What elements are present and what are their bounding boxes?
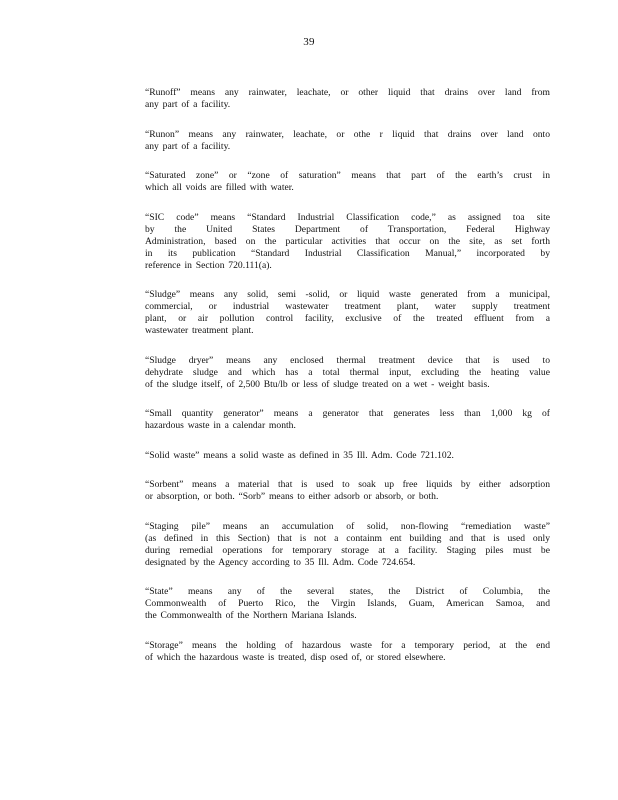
definition-runoff <box>145 87 550 111</box>
definition-sorbent <box>145 479 550 503</box>
definition-line: Administration, based on the particular activities that occur on the site, as set forth <box>145 235 550 247</box>
definition-sludge <box>145 289 550 337</box>
definition-line: “State” means any of the several states, the District of Columbia, the <box>145 586 550 597</box>
definition-line: “Storage” means the holding of hazardous waste for a temporary period, at the end <box>145 639 550 651</box>
definition-state <box>145 586 550 622</box>
definition-line: “Sludge” means any solid, semi -solid, or liquid waste generated from a municipal, <box>145 289 550 300</box>
definition-line: of the sludge itself, of 2,500 Btu/lb or less of sludge treated on a wet - weight basis. <box>145 378 490 390</box>
definition-line: “Runon” means any rainwater, leachate, or othe r liquid that drains over land onto <box>145 128 550 140</box>
definition-line: dehydrate sludge and which has a total thermal input, excluding the heating value <box>145 366 550 378</box>
definition-line: during remedial operations for temporary storage at a facility. Staging piles must be <box>145 544 550 556</box>
definition-line: which all voids are filled with water. <box>145 182 294 193</box>
definition-staging-pile <box>145 521 550 569</box>
page-number: 39 <box>303 36 315 48</box>
definition-solid-waste <box>145 450 550 462</box>
definition-line: of which the hazardous waste is treated, disp osed of, or stored elsewhere. <box>145 651 446 663</box>
definition-line: “Runoff” means any rainwater, leachate, or other liquid that drains over land from <box>145 87 550 98</box>
definition-line: wastewater treatment plant. <box>145 325 254 336</box>
definition-line: hazardous waste in a calendar month. <box>145 420 296 431</box>
definition-line: any part of a facility. <box>145 140 231 152</box>
definition-line: by the United States Department of Transportation, Federal Highway <box>145 223 550 235</box>
definition-sic-code <box>145 212 550 272</box>
definition-line: “Small quantity generator” means a generator that generates less than 1,000 kg of <box>145 408 550 419</box>
definition-line: Commonwealth of Puerto Rico, the Virgin Islands, Guam, American Samoa, and <box>145 598 550 609</box>
definition-line: the Commonwealth of the Northern Mariana Islands. <box>145 610 357 621</box>
definition-storage <box>145 640 550 664</box>
definition-line: plant, or air pollution control facility, exclusive of the treated effluent from a <box>145 313 550 324</box>
definition-line: any part of a facility. <box>145 99 231 110</box>
definition-line: “Saturated zone” or “zone of saturation” means that part of the earth’s crust in <box>145 170 550 181</box>
definition-runon <box>145 129 550 153</box>
definition-sludge-dryer <box>145 355 550 391</box>
definition-line: commercial, or industrial wastewater treatment plant, water supply treatment <box>145 301 550 312</box>
definition-line: “SIC code” means “Standard Industrial Classification code,” as assigned toa site <box>145 211 550 223</box>
definition-small-quantity-generator <box>145 408 550 432</box>
definition-line: designated by the Agency according to 35 Ill. Adm. Code 724.654. <box>145 556 416 568</box>
definition-line: reference in Section 720.111(a). <box>145 259 272 271</box>
definition-line: in its publication “Standard Industrial Classification Manual,” incorporated by <box>145 247 550 259</box>
definition-line: or absorption, or both. “Sorb” means to either adsorb or absorb, or both. <box>145 491 439 502</box>
definition-line: “Solid waste” means a solid waste as defined in 35 Ill. Adm. Code 721.102. <box>145 449 454 461</box>
definition-saturated-zone <box>145 170 550 194</box>
definition-line: (as defined in this Section) that is not a containm ent building and that is used only <box>145 532 550 544</box>
definition-line: “Sludge dryer” means any enclosed thermal treatment device that is used to <box>145 354 550 366</box>
definition-line: “Staging pile” means an accumulation of solid, non-flowing “remediation waste” <box>145 520 550 532</box>
definition-line: “Sorbent” means a material that is used to soak up free liquids by either adsorption <box>145 479 550 490</box>
definitions-list <box>145 87 550 681</box>
